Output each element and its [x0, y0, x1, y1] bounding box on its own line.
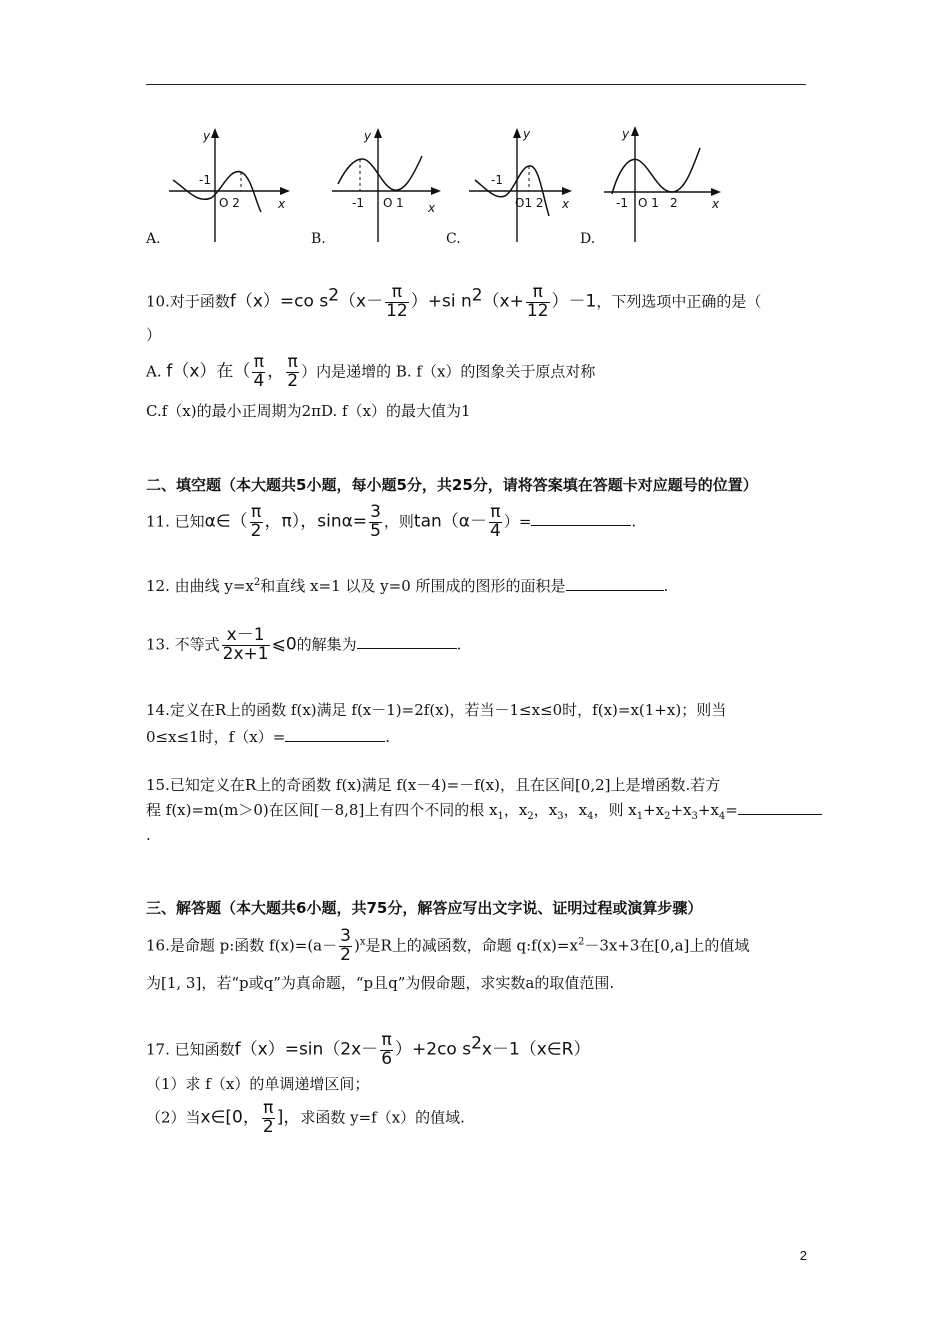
question-11: 11. 已知α∈（ $\frac{\pi}{2}$ ，π），sinα= $\frac{3}{5}$ ，则tan（α－ $\frac{\pi}{4}$ ）= . [146, 502, 637, 541]
question-10-stem: 10.对于函数f（x）=co $s^2(x-$ $\frac{\pi}{12}$ ）+si $n^2(x+$ $\frac{\pi}{12}$ ）－1，下列选项中正确的是（ [146, 282, 762, 321]
answer-blank [738, 800, 822, 815]
graph-option-a [165, 126, 295, 246]
tick-label: -1 [352, 196, 364, 210]
header-rule [146, 84, 806, 85]
answer-blank [357, 634, 457, 649]
tick-label: O 2 [219, 196, 240, 210]
answer-blank [531, 511, 631, 526]
question-10-options-ab: A. f（x）在（ $\frac{\pi}{4}$ ， $\frac{\pi}{2}$ ）内是递增的 B. f（x）的图象关于原点对称 [146, 352, 596, 391]
y-axis-label: y [622, 127, 630, 141]
option-a-label: A. [146, 231, 161, 247]
tick-label: -1 [616, 196, 628, 210]
answer-blank [566, 576, 664, 591]
page-number: 2 [799, 1248, 807, 1263]
y-axis-label: y [523, 127, 531, 141]
answer-blank [285, 727, 385, 742]
question-17-part-2: （2）当x∈[0， $\frac{\pi}{2}$ ]，求函数 y=f（x）的值域. [146, 1098, 465, 1137]
x-axis-label: x [428, 201, 436, 215]
question-14-line1: 14.定义在R上的函数 f(x)满足 f(x－1)=2f(x)，若当－1≤x≤0时，f(x)=x(1+x)；则当 [146, 701, 727, 719]
option-b-label: B. [311, 231, 326, 247]
question-12: 12. 由曲线 $y=x^2$和直线 x=1 以及 y=0 所围成的图形的面积是 . [146, 577, 669, 595]
x-axis-label: x [278, 197, 286, 211]
option-c-label: C. [446, 231, 461, 247]
question-10-close: ） [146, 326, 162, 344]
origin-label: O [383, 196, 393, 210]
question-13: 13. 不等式 $\frac{x-1}{2x+1}$ ⩽0的解集为 . [146, 625, 462, 664]
tick-label: O 1 [638, 196, 659, 210]
tick-label: -1 [491, 173, 503, 187]
question-16-line2: 为[1, 3]，若“p或q”为真命题，“p且q”为假命题，求实数a的取值范围. [146, 974, 615, 992]
question-10-options-cd: C.f（x)的最小正周期为2πD. f（x）的最大值为1 [146, 402, 471, 420]
section-3-heading: 三、解答题（本大题共6小题，共75分，解答应写出文字说、证明过程或演算步骤） [146, 899, 703, 917]
graph-option-b [328, 126, 448, 246]
graph-option-c [465, 126, 580, 246]
y-axis-label: y [203, 129, 211, 143]
x-axis-label: x [712, 197, 720, 211]
tick-label: 2 [670, 196, 678, 210]
y-axis-label: y [364, 129, 372, 143]
option-d-label: D. [580, 231, 596, 247]
question-15-line2: 程 f(x)=m(m＞0)在区间[－8,8]上有四个不同的根 $x_1$，$x_2$，$x_3$，$x_4$，则 $x_1+x_2+x_3+x_4=$ [146, 800, 822, 823]
question-16-line1: 16.是命题 p:函数 f(x)=(a－ $\frac{3}{2}$ )$^x$是R上的减函数，命题 $q:f(x)=x^2-3x+3$在[0,a]上的值域 [146, 926, 750, 965]
section-2-heading: 二、填空题（本大题共5小题，每小题5分，共25分，请将答案填在答题卡对应题号的位置） [146, 476, 758, 494]
graph-option-d [600, 122, 730, 246]
tick-label: -1 [199, 173, 211, 187]
question-15-line1: 15.已知定义在R上的奇函数 f(x)满足 f(x－4)=－f(x)，且在区间[0,2]上是增函数.若方 [146, 776, 721, 794]
question-14-line2: 0≤x≤1时，f（x）= . [146, 728, 391, 746]
tick-label: 1 [396, 196, 404, 210]
tick-label: O1 2 [515, 196, 544, 210]
x-axis-label: x [562, 197, 570, 211]
question-17-stem: 17. 已知函数f（x）=sin（2x－ $\frac{\pi}{6}$ ）+2co $s^2x-1(x\in R)$ [146, 1030, 591, 1069]
question-17-part-1: （1）求 f（x）的单调递增区间； [146, 1075, 370, 1093]
question-15-end: . [146, 826, 151, 844]
